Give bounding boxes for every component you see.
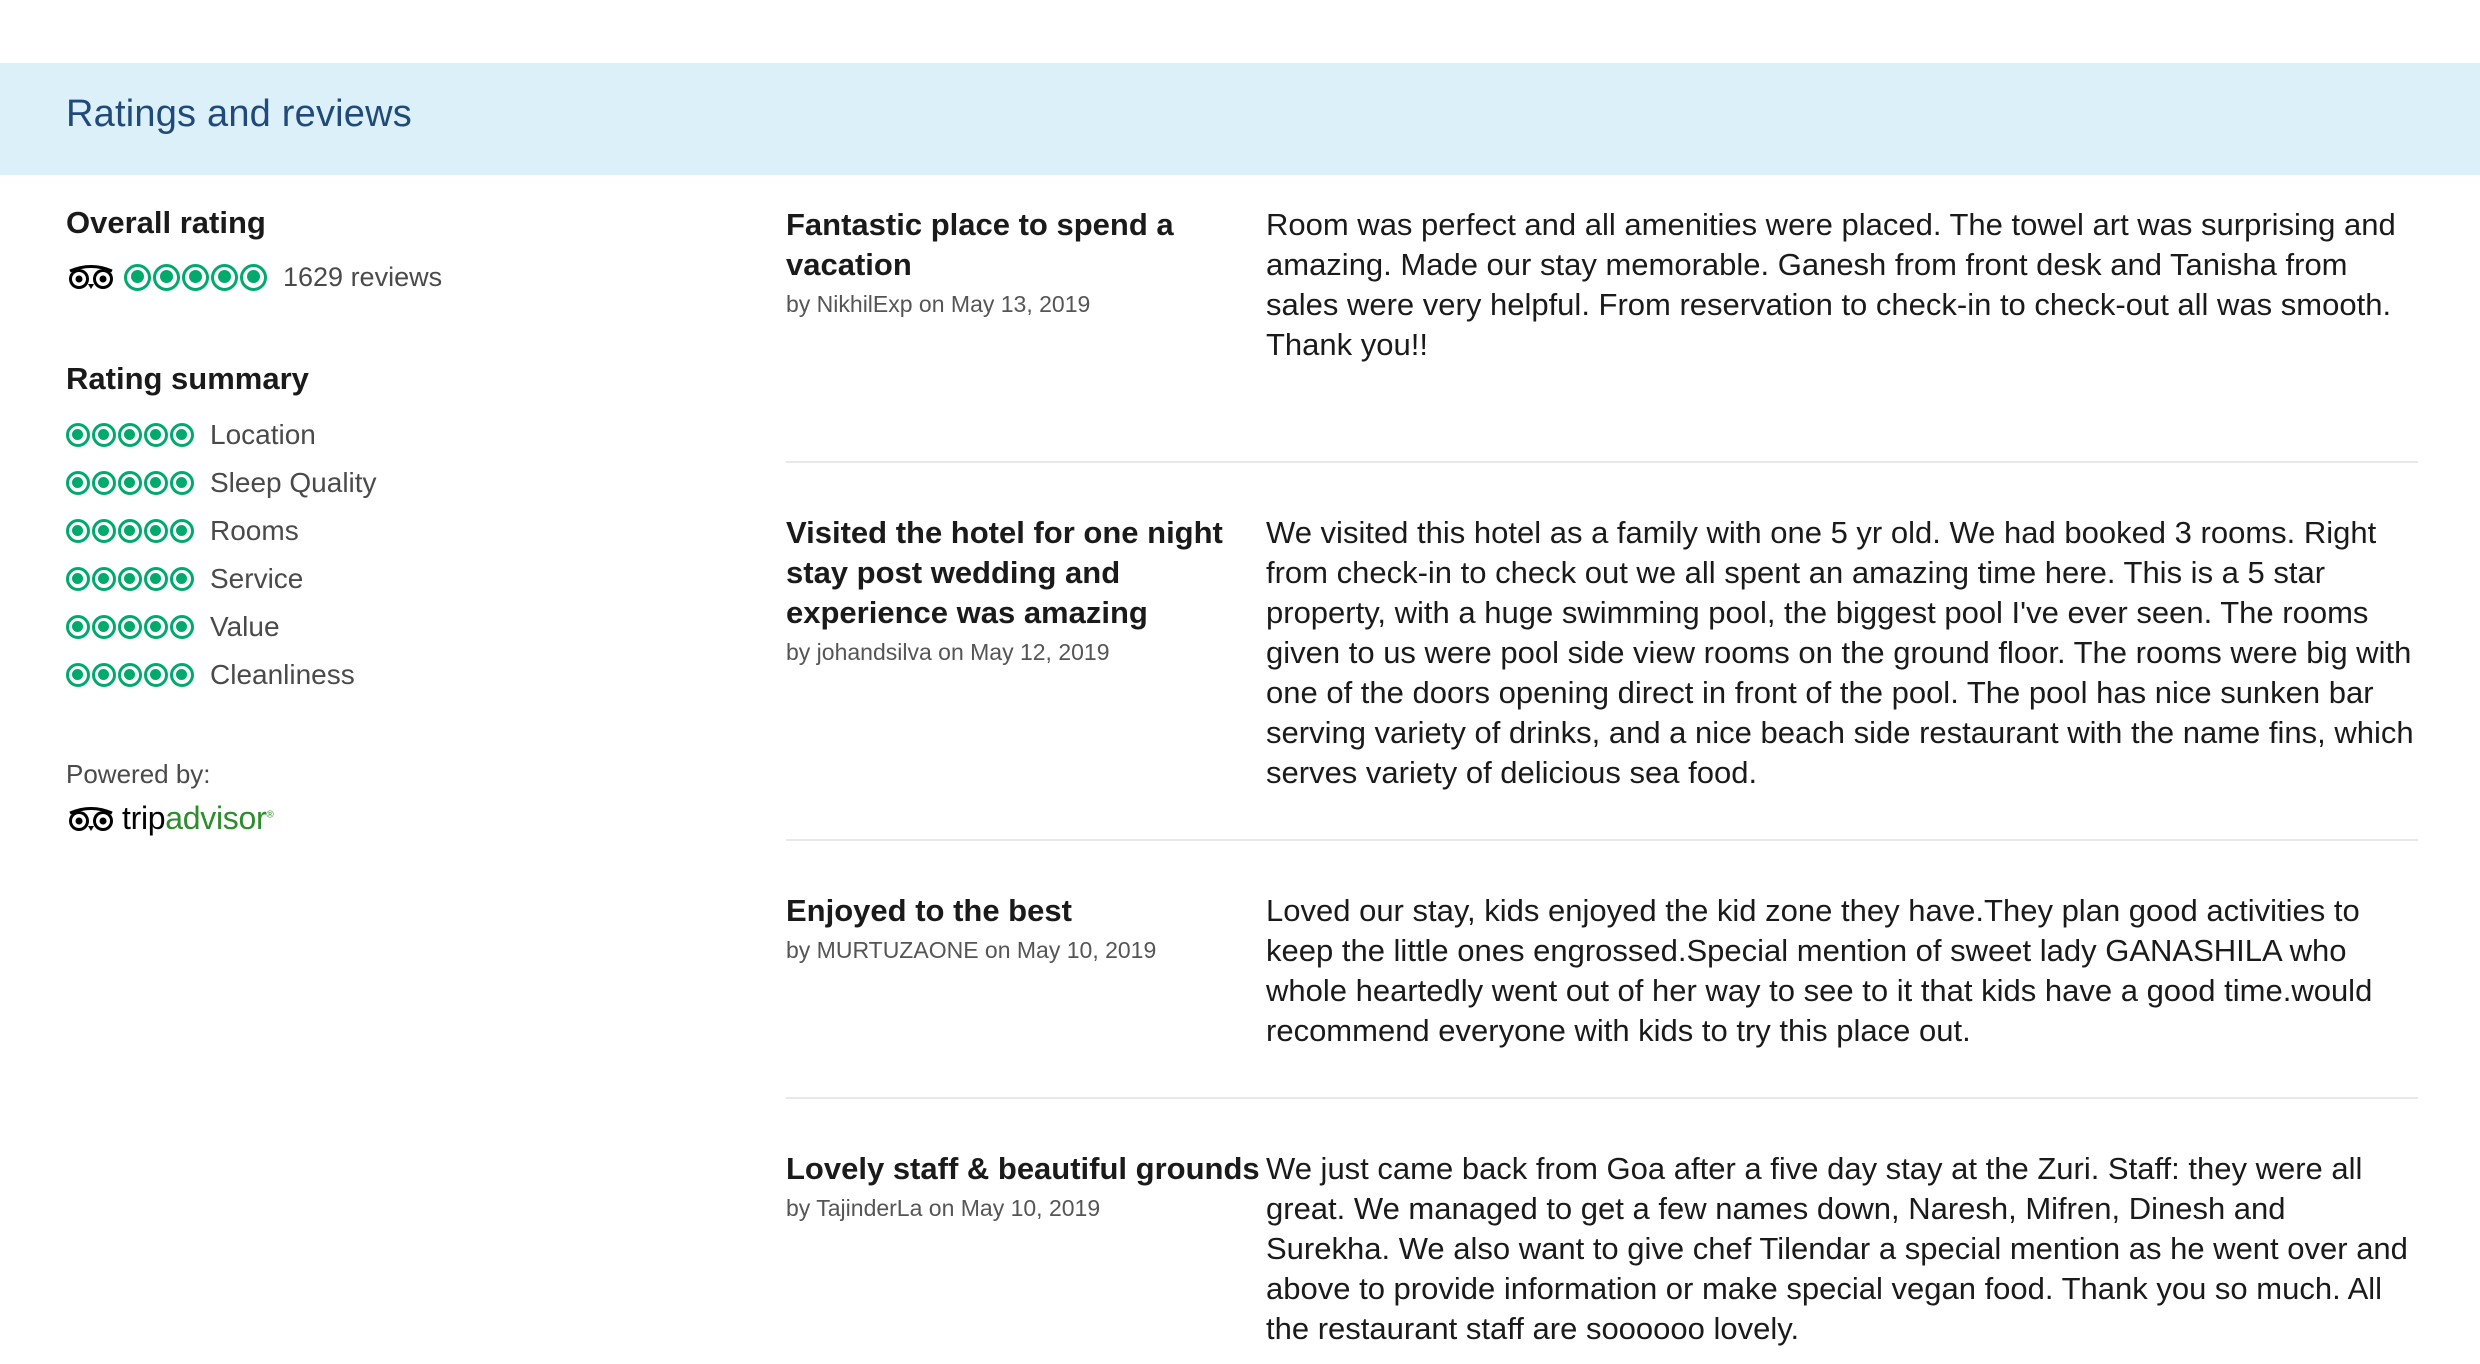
summary-item-rooms	[66, 507, 706, 555]
rating-bubble-icon	[170, 567, 194, 591]
rating-bubble-icon	[170, 471, 194, 495]
rating-summary-list	[66, 411, 706, 699]
summary-label: Cleanliness	[210, 659, 355, 690]
summary-item-value	[66, 603, 706, 651]
rating-bubbles	[66, 663, 196, 687]
review-body: Loved our stay, kids enjoyed the kid zone they have.They plan good activities to keep the little ones engrossed.Special mention of sweet lady GANASHILA who whole heartedly went out of her way to see to it that kids have a good time.would recommend everyone with kids to try this place out.	[1266, 893, 2373, 1048]
overall-rating-heading: Overall rating	[66, 205, 266, 240]
summary-label: Value	[210, 611, 280, 642]
rating-bubble-icon	[92, 471, 116, 495]
rating-bubble-icon	[182, 264, 209, 291]
rating-bubble-icon	[66, 423, 90, 447]
review-title[interactable]: Enjoyed to the best	[786, 893, 1072, 928]
review-byline: by TajinderLa on May 10, 2019	[786, 1195, 1101, 1221]
summary-label: Location	[210, 419, 316, 450]
rating-bubbles	[66, 519, 196, 543]
rating-bubble-icon	[92, 567, 116, 591]
rating-bubble-icon	[240, 264, 267, 291]
review-body: We visited this hotel as a family with one 5 yr old. We had booked 3 rooms. Right from check-in to check out we all spent an amazing time here. This is a 5 star property, with a huge swimming pool, the biggest pool I've ever seen. The rooms given to us were pool side view rooms on the ground floor. The rooms were big with one of the doors opening direct in front of the pool. The pool has nice sunken bar serving variety of drinks, and a nice beach side restaurant with the name fins, which serves variety of delicious sea food.	[1266, 515, 2414, 790]
rating-bubbles	[66, 423, 196, 447]
rating-bubble-icon	[92, 615, 116, 639]
rating-bubble-icon	[144, 423, 168, 447]
summary-item-location	[66, 411, 706, 459]
rating-bubble-icon	[153, 264, 180, 291]
rating-bubbles	[66, 615, 196, 639]
rating-bubble-icon	[170, 519, 194, 543]
rating-bubble-icon	[211, 264, 238, 291]
rating-summary-heading: Rating summary	[66, 361, 309, 396]
review-body: Room was perfect and all amenities were placed. The towel art was surprising and amazing. Made our stay memorable. Ganesh from front desk and Tanisha from sales were very helpful. From reservation to check-in to check-out all was smooth. Thank you!!	[1266, 207, 2396, 362]
summary-item-cleanliness	[66, 651, 706, 699]
review-byline: by johandsilva on May 12, 2019	[786, 639, 1110, 665]
rating-bubble-icon	[66, 567, 90, 591]
rating-bubble-icon	[118, 471, 142, 495]
tripadvisor-logo[interactable]	[66, 800, 706, 837]
rating-bubble-icon	[170, 663, 194, 687]
review-count[interactable]: 1629 reviews	[283, 261, 443, 292]
tripadvisor-owl-icon	[66, 264, 116, 290]
rating-bubble-icon	[66, 519, 90, 543]
review-meta	[786, 891, 1266, 1097]
rating-bubble-icon	[118, 423, 142, 447]
rating-bubble-icon	[92, 423, 116, 447]
rating-bubble-icon	[124, 264, 151, 291]
summary-label: Sleep Quality	[210, 467, 377, 498]
review-byline: by MURTUZAONE on May 10, 2019	[786, 937, 1157, 963]
reviews-list	[786, 205, 2418, 1349]
review-meta	[786, 205, 1266, 461]
section-title: Ratings and reviews	[66, 93, 412, 135]
rating-bubble-icon	[118, 663, 142, 687]
summary-label: Service	[210, 563, 304, 594]
review-meta	[786, 513, 1266, 839]
ratings-header-bar	[0, 63, 2480, 175]
summary-label: Rooms	[210, 515, 299, 546]
review-item	[786, 463, 2418, 841]
summary-item-sleep-quality	[66, 459, 706, 507]
rating-bubble-icon	[170, 423, 194, 447]
rating-bubble-icon	[66, 663, 90, 687]
wordmark-advisor: advisor	[165, 800, 267, 836]
rating-bubble-icon	[144, 519, 168, 543]
rating-bubble-icon	[66, 471, 90, 495]
rating-bubbles	[66, 567, 196, 591]
tripadvisor-owl-icon	[66, 806, 116, 832]
rating-bubble-icon	[118, 615, 142, 639]
rating-bubble-icon	[144, 567, 168, 591]
overall-rating-row	[66, 259, 706, 295]
review-title[interactable]: Visited the hotel for one night stay post wedding and experience was amazing	[786, 515, 1223, 630]
review-meta	[786, 1149, 1266, 1349]
tripadvisor-wordmark	[122, 800, 273, 837]
powered-by-label: Powered by:	[66, 759, 211, 789]
review-title[interactable]: Fantastic place to spend a vacation	[786, 207, 1174, 282]
rating-bubble-icon	[118, 519, 142, 543]
rating-bubble-icon	[144, 663, 168, 687]
wordmark-trip: trip	[122, 800, 166, 836]
review-item	[786, 205, 2418, 463]
rating-bubbles	[66, 471, 196, 495]
rating-bubble-icon	[118, 567, 142, 591]
rating-sidebar	[66, 205, 706, 837]
review-item	[786, 1099, 2418, 1349]
rating-bubble-icon	[170, 615, 194, 639]
rating-bubble-icon	[144, 471, 168, 495]
review-item	[786, 841, 2418, 1099]
rating-bubble-icon	[92, 519, 116, 543]
rating-bubble-icon	[92, 663, 116, 687]
rating-bubble-icon	[66, 615, 90, 639]
rating-bubble-icon	[144, 615, 168, 639]
review-byline: by NikhilExp on May 13, 2019	[786, 291, 1091, 317]
review-body: We just came back from Goa after a five day stay at the Zuri. Staff: they were all great. We managed to get a few names down, Naresh, Mifren, Dinesh and Surekha. We also want to give chef Tilendar a special mention as he went over and above to provide information or make special vegan food. Thank you so much. All the restaurant staff are soooooo lovely.	[1266, 1151, 2408, 1346]
overall-rating-bubbles	[124, 264, 269, 291]
review-title[interactable]: Lovely staff & beautiful grounds	[786, 1151, 1260, 1186]
trademark-icon: ®	[266, 809, 274, 821]
summary-item-service	[66, 555, 706, 603]
